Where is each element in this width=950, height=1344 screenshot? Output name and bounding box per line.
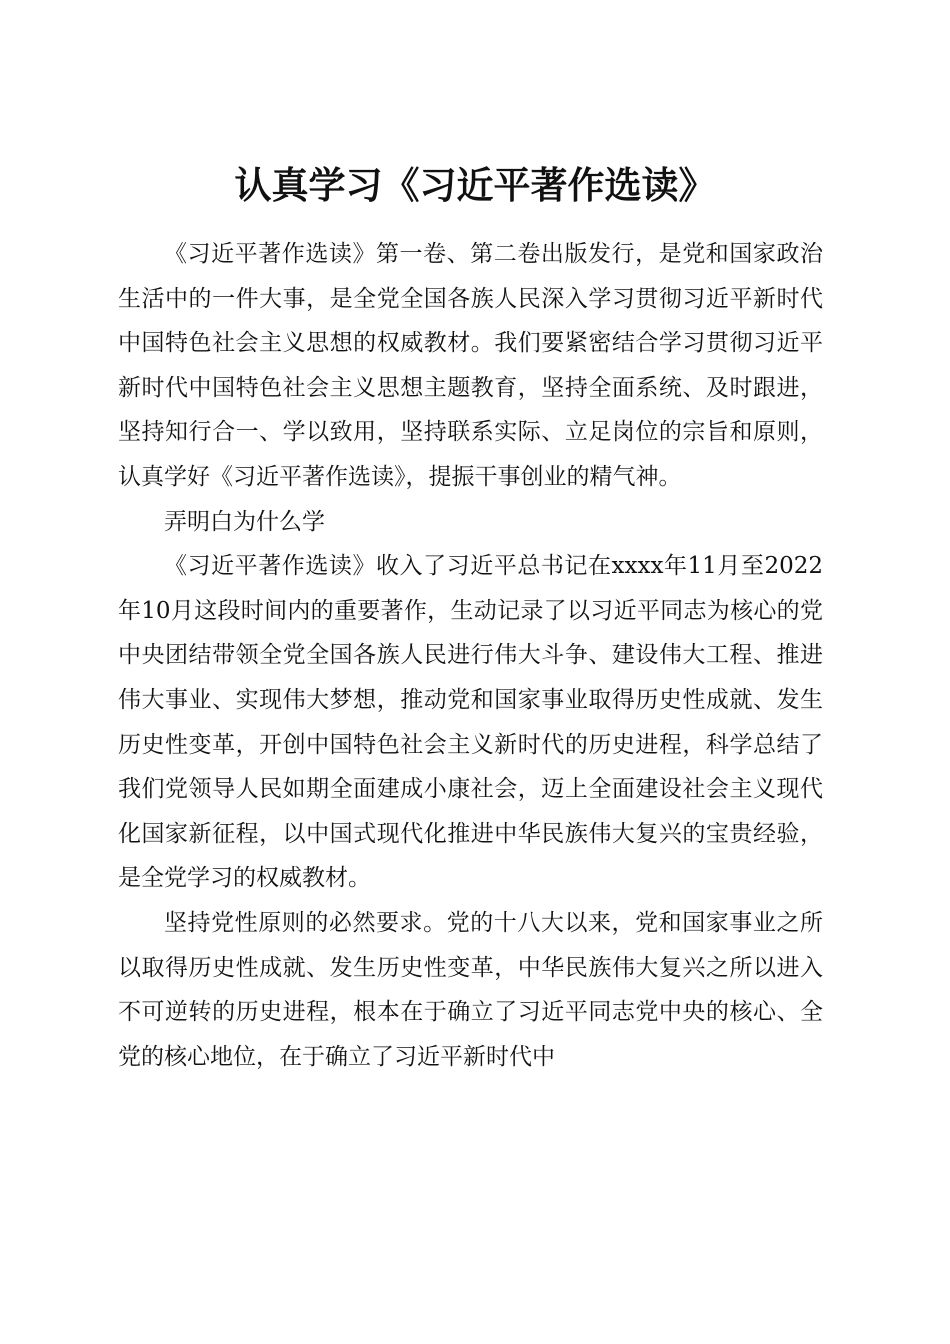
document-body bbox=[118, 232, 823, 1079]
paragraph-intro: 《习近平著作选读》第一卷、第二卷出版发行，是党和国家政治生活中的一件大事，是全党全国各族人民深入学习贯彻习近平新时代中国特色社会主义思想的权威教材。我们要紧密结合学习贯彻习近平新时代中国特色社会主义思想主题教育，坚持全面系统、及时跟进，坚持知行合一、学以致用，坚持联系实际、立足岗位的宗旨和原则，认真学好《习近平著作选读》，提振干事创业的精气神。 bbox=[118, 241, 823, 490]
paragraph-content: 《习近平著作选读》收入了习近平总书记在xxxx年11月至2022年10月这段时间内的重要著作，生动记录了以习近平同志为核心的党中央团结带领全党全国各族人民进行伟大斗争、建设伟大工程、推进伟大事业、实现伟大梦想，推动党和国家事业取得历史性成就、发生历史性变革，开创中国特色社会主义新时代的历史进程，科学总结了我们党领导人民如期全面建成小康社会，迈上全面建设社会主义现代化国家新征程，以中国式现代化推进中华民族伟大复兴的宝贵经验，是全党学习的权威教材。 bbox=[118, 553, 823, 892]
section-heading: 弄明白为什么学 bbox=[164, 508, 325, 535]
document-title: 认真学习《习近平著作选读》 bbox=[234, 162, 716, 207]
paragraph-party-principle: 坚持党性原则的必然要求。党的十八大以来，党和国家事业之所以取得历史性成就、发生历史性变革，中华民族伟大复兴之所以进入不可逆转的历史进程，根本在于确立了习近平同志党中央的核心、全党的核心地位，在于确立了习近平新时代中 bbox=[118, 909, 823, 1070]
